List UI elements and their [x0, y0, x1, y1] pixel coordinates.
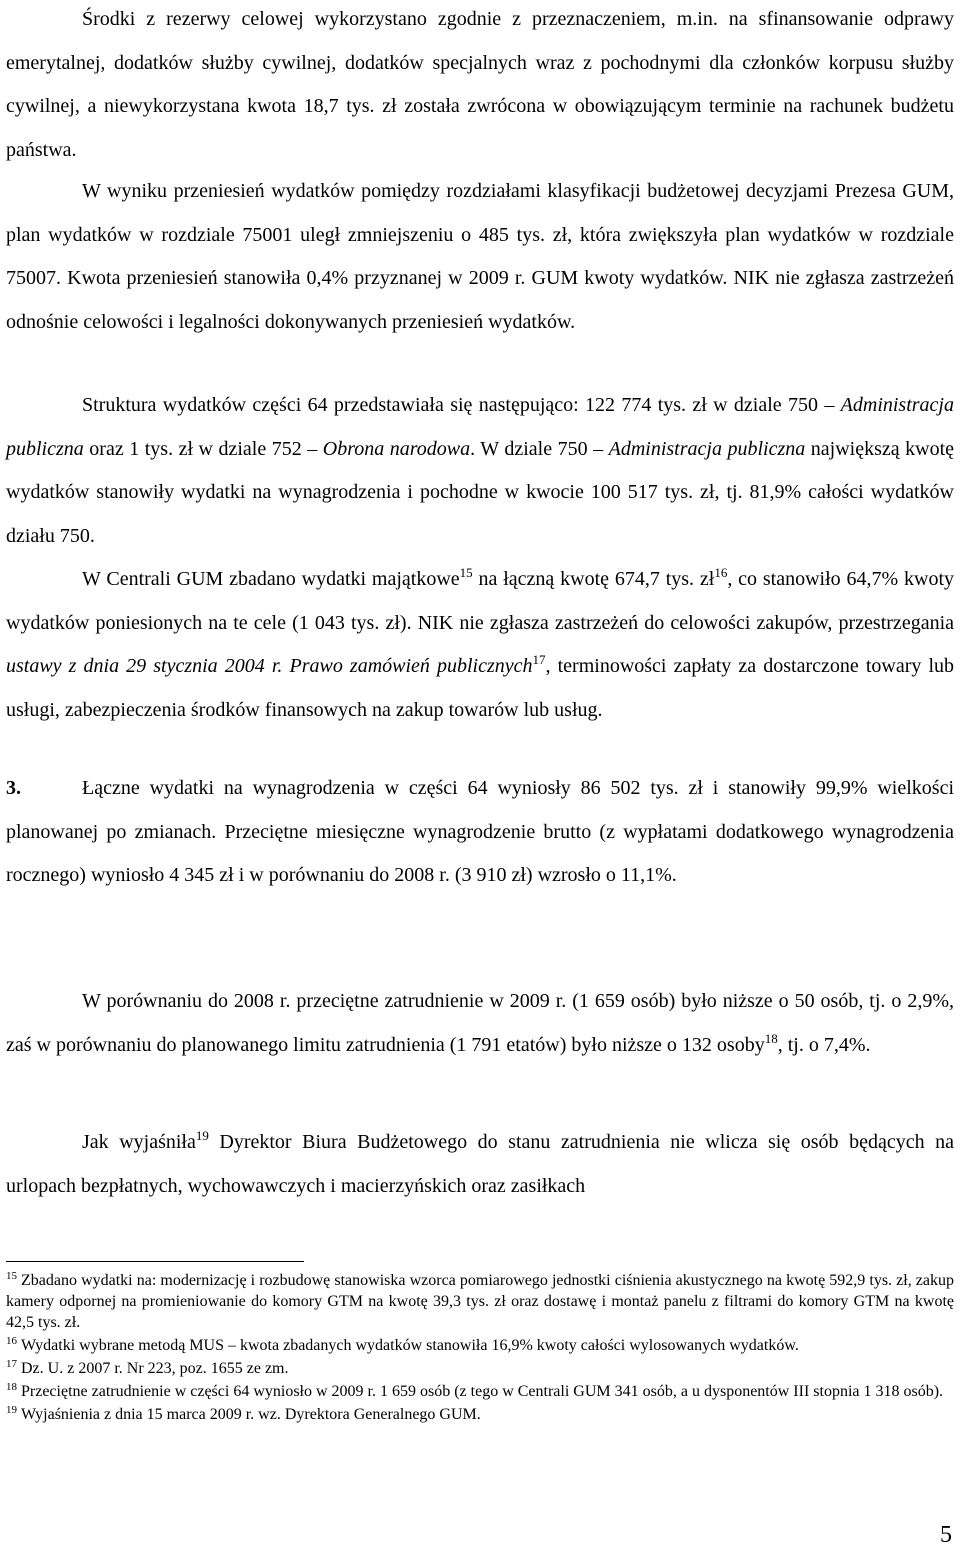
- footnote-mark: 19: [6, 1404, 17, 1416]
- paragraph-explanation: [6, 1121, 954, 1208]
- text-run: największą kwotę wydatków stanowiły wydatki na wynagrodzenia i pochodne w kwocie 100 517 tys. zł, tj. 81,9% całości wydatków działu 750.: [6, 437, 954, 547]
- section-number: 3.: [6, 777, 21, 799]
- paragraph-reserve-funds: [6, 0, 954, 172]
- footnote-16: [6, 1335, 954, 1356]
- italic-section-name: Administracja publiczna: [6, 394, 954, 460]
- text-run: Dyrektor Biura Budżetowego do stanu zatrudnienia nie wlicza się osób będących na urlopach bezpłatnych, wychowawczych i macierzyńskich oraz zasiłkach: [6, 1131, 954, 1197]
- footnote-mark: 16: [6, 1335, 17, 1347]
- text-run: W Centrali GUM zbadano wydatki majątkowe: [82, 568, 460, 590]
- footnote-mark: 15: [6, 1270, 17, 1282]
- text-run: Jak wyjaśniła: [82, 1131, 196, 1153]
- text-run: W porównaniu do 2008 r. przeciętne zatrudnienie w 2009 r. (1 659 osób) było niższe o 50 osób, tj. o 2,9%, zaś w porównaniu do planowanego limitu zatrudnienia (1 791 etatów) było niższe o 132 osoby: [6, 990, 954, 1056]
- text-run: , terminowości zapłaty za dostarczone towary lub usługi, zabezpieczenia środków finansowych na zakup towarów lub usług.: [6, 655, 955, 721]
- footnote-15: [6, 1270, 954, 1333]
- footnote-separator: [6, 1261, 304, 1262]
- italic-section-name: Obrona narodowa: [322, 437, 471, 460]
- footnote-ref[interactable]: 17: [532, 652, 546, 668]
- italic-section-name: Administracja publiczna: [608, 437, 806, 460]
- text-run: Struktura wydatków części 64 przedstawiała się następująco: 122 774 tys. zł w dziale 750 –: [82, 394, 841, 416]
- footnote-ref[interactable]: 18: [764, 1030, 778, 1046]
- footnote-text: Wyjaśnienia z dnia 15 marca 2009 r. wz. Dyrektora Generalnego GUM.: [21, 1406, 481, 1423]
- text-run: . W dziale 750 –: [470, 437, 609, 460]
- paragraph-text: Środki z rezerwy celowej wykorzystano zgodnie z przeznaczeniem, m.in. na sfinansowanie odprawy emerytalnej, dodatków służby cywilnej, dodatków specjalnych wraz z pochodnymi dla członków korpusu służby cywilnej, a niewykorzystana kwota 18,7 tys. zł została zwrócona w obowiązującym terminie na rachunek budżetu państwa.: [6, 8, 954, 161]
- italic-act-title: ustawy z dnia 29 stycznia 2004 r. Prawo zamówień publicznych: [6, 655, 533, 678]
- footnote-ref[interactable]: 19: [195, 1128, 209, 1143]
- paragraph-text: W wyniku przeniesień wydatków pomiędzy rozdziałami klasyfikacji budżetowej decyzjami Prezesa GUM, plan wydatków w rozdziale 75001 uległ zmniejszeniu o 485 tys. zł, która zwiększyła plan wydatków w rozdziale 75007. Kwota przeniesień stanowiła 0,4% przyznanej w 2009 r. GUM kwoty wydatków. NIK nie zgłasza zastrzeżeń odnośnie celowości i legalności dokonywanych przeniesień wydatków.: [6, 180, 954, 333]
- footnote-text: Wydatki wybrane metodą MUS – kwota zbadanych wydatków stanowiła 16,9% kwoty całości wylosowanych wydatków.: [21, 1337, 799, 1354]
- footnote-17: [6, 1358, 954, 1379]
- text-run: oraz 1 tys. zł w dziale 752 –: [83, 437, 323, 460]
- text-run: , tj. o 7,4%.: [777, 1033, 871, 1056]
- paragraph-text: Łączne wydatki na wynagrodzenia w części 64 wyniosły 86 502 tys. zł i stanowiły 99,9% wielkości planowanej po zmianach. Przeciętne miesięczne wynagrodzenie brutto (z wypłatami dodatkowego wynagrodzenia rocznego) wyniosło 4 345 zł i w porównaniu do 2008 r. (3 910 zł) wzrosło o 11,1%.: [6, 777, 954, 887]
- text-run: , co stanowiło 64,7% kwoty wydatków poniesionych na te cele (1 043 tys. zł). NIK nie zgłasza zastrzeżeń do celowości zakupów, przestrzegania: [6, 568, 955, 634]
- text-run: na łączną kwotę 674,7 tys. zł: [472, 568, 715, 590]
- footnote-text: Zbadano wydatki na: modernizację i rozbudowę stanowiska wzorca pomiarowego jednostki ciśnienia akustycznego na kwotę 592,9 tys. zł, zakup kamery odpornej na promieniowanie do komory GTM na kwotę 39,3 tys. zł oraz dostawę i montaż panelu z filtrami do komory GTM na kwotę 42,5 tys. zł.: [6, 1272, 954, 1331]
- footnote-ref[interactable]: 15: [459, 565, 473, 580]
- footnote-mark: 17: [6, 1358, 17, 1370]
- paragraph-salaries: [6, 767, 954, 898]
- footnote-19: [6, 1404, 954, 1425]
- paragraph-transfers: [6, 170, 954, 344]
- footnotes: [6, 1270, 954, 1427]
- footnote-text: Przeciętne zatrudnienie w części 64 wyniosło w 2009 r. 1 659 osób (z tego w Centrali GUM 341 osób, a u dysponentów III stopnia 1 318 osób).: [21, 1383, 944, 1400]
- footnote-18: [6, 1381, 954, 1402]
- footnote-mark: 18: [6, 1381, 17, 1393]
- page-number: 5: [940, 1522, 952, 1548]
- paragraph-expenditure-structure: [6, 384, 954, 558]
- document-page: [6, 0, 954, 1565]
- paragraph-employment: [6, 980, 954, 1067]
- footnote-text: Dz. U. z 2007 r. Nr 223, poz. 1655 ze zm.: [21, 1360, 289, 1377]
- footnote-ref[interactable]: 16: [714, 565, 728, 580]
- paragraph-capital-expenditure: [6, 558, 954, 732]
